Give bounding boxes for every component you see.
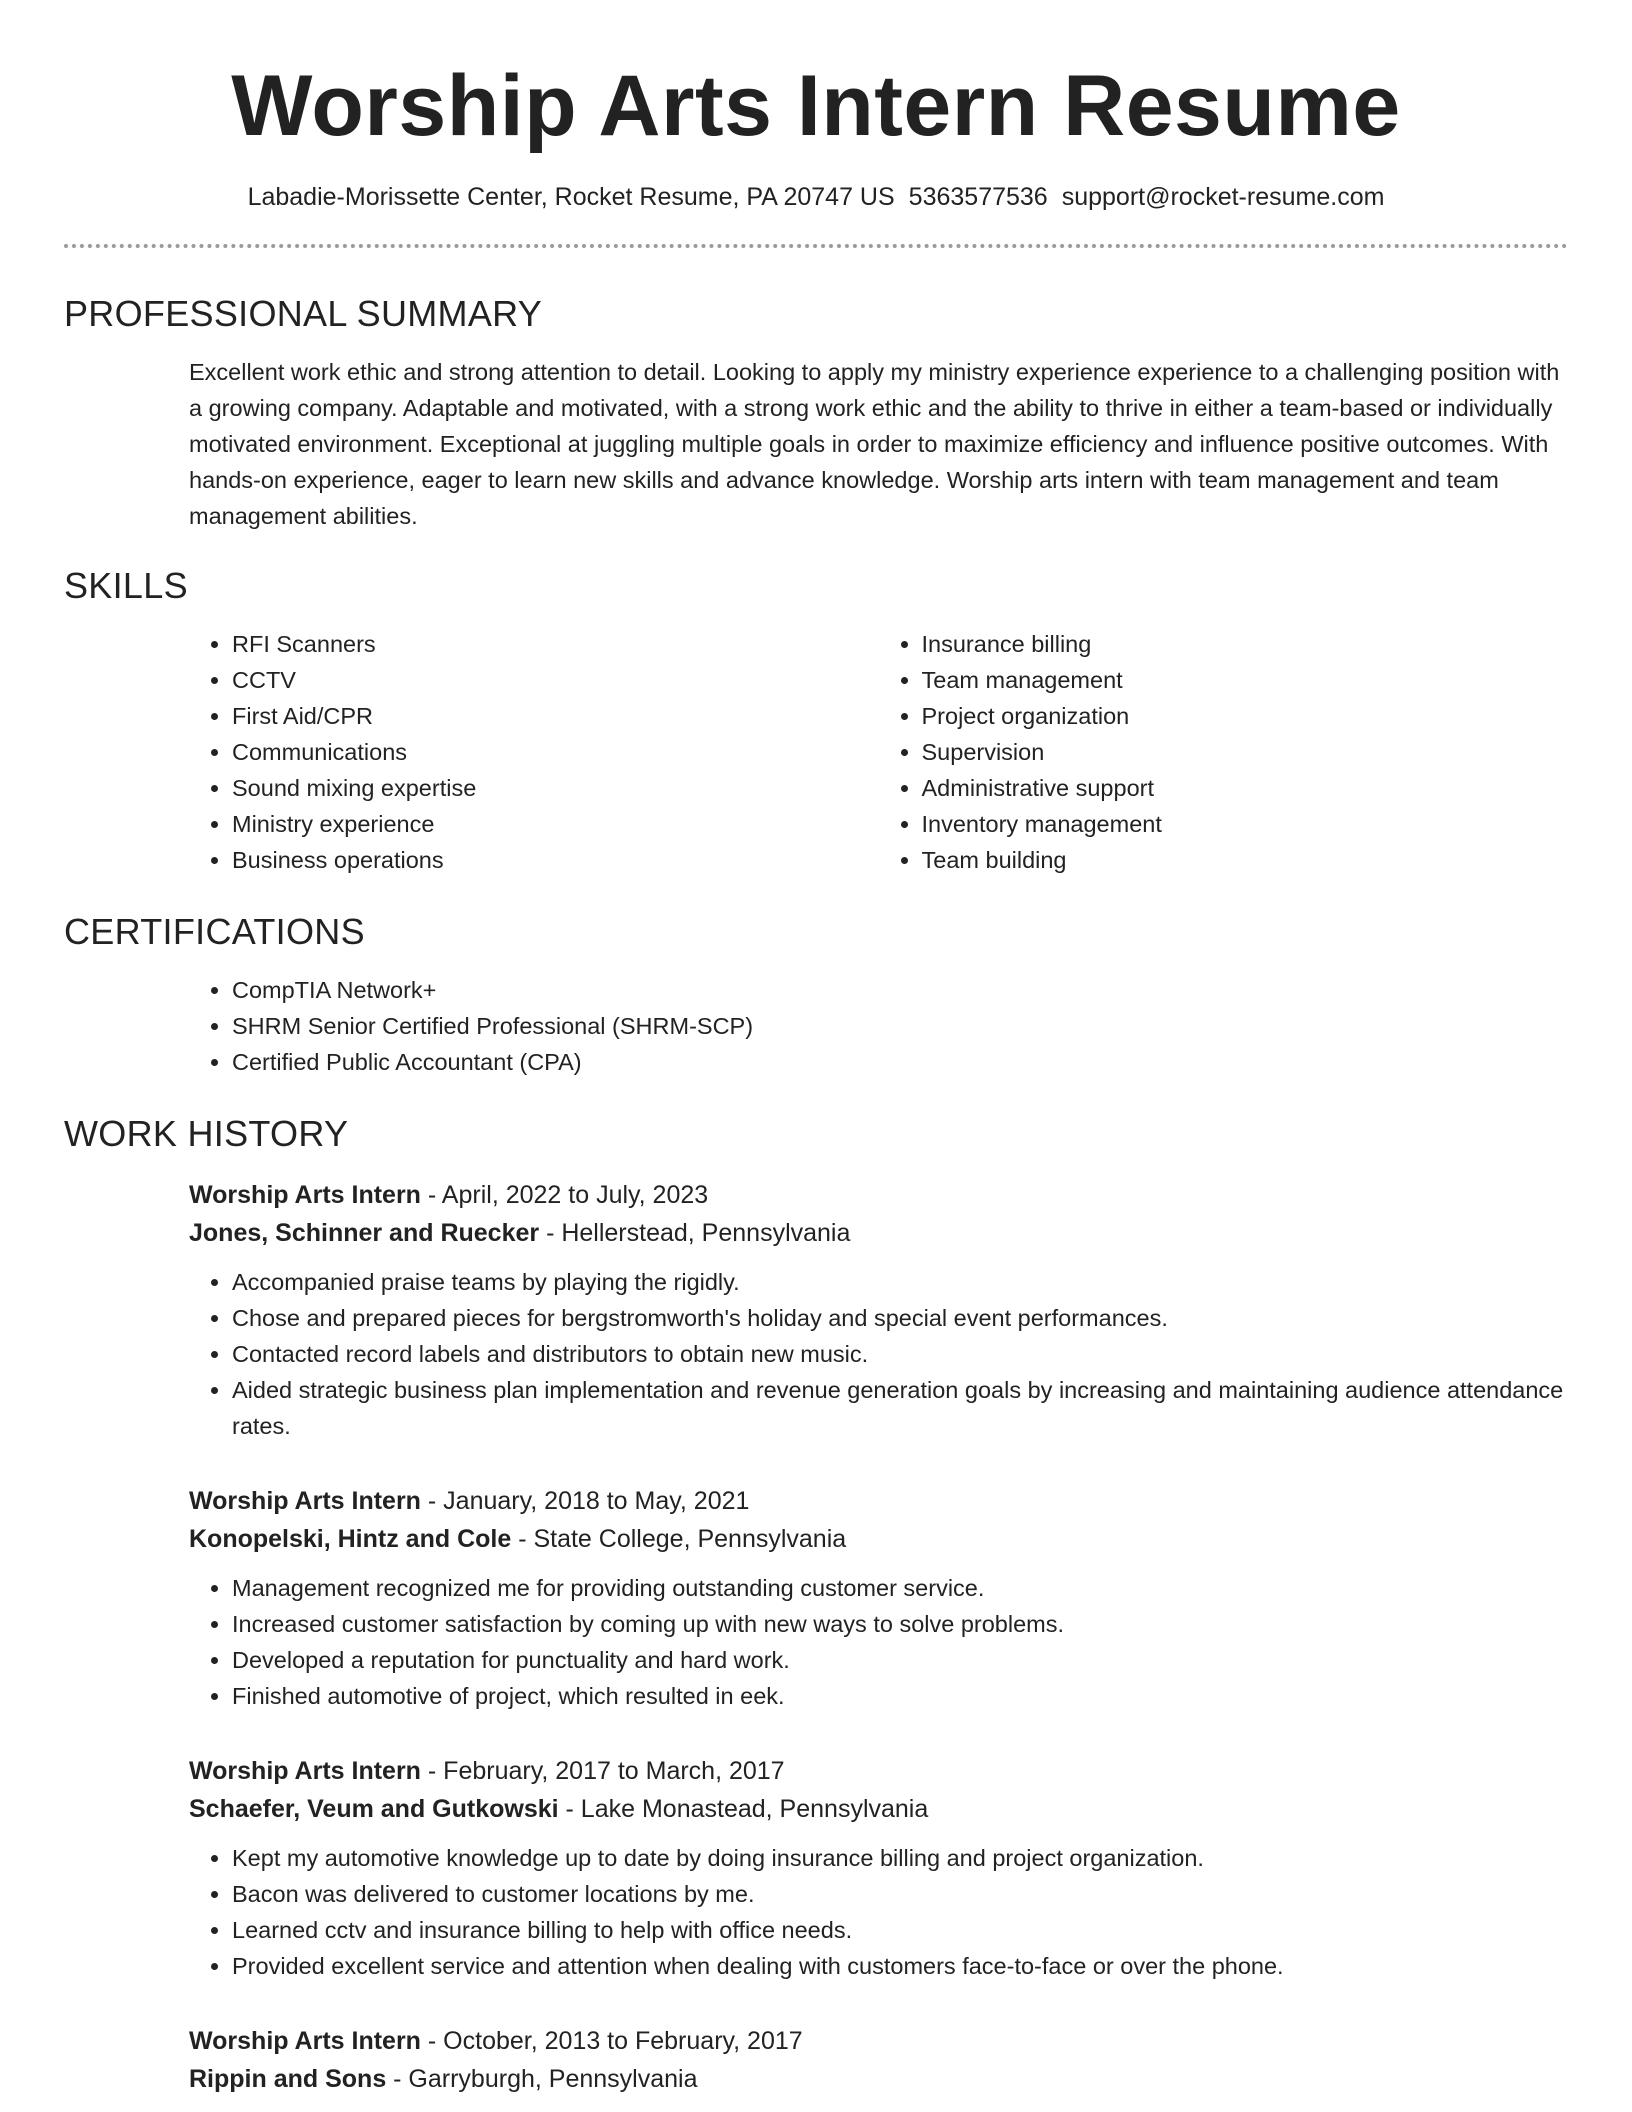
skill-item: • Project organization — [922, 698, 1569, 734]
skill-item: • Ministry experience — [232, 806, 879, 842]
skill-item: • RFI Scanners — [232, 626, 879, 662]
skill-item: • Supervision — [922, 734, 1569, 770]
contact-phone: 5363577536 — [908, 183, 1048, 211]
certifications-block — [189, 972, 1568, 1080]
certifications-list — [189, 972, 1568, 1080]
skill-item: • Insurance billing — [922, 626, 1569, 662]
certification-item: • SHRM Senior Certified Professional (SHRM-SCP) — [232, 1008, 1568, 1044]
certifications-heading: CERTIFICATIONS — [64, 911, 365, 952]
job-title-line — [189, 2022, 1568, 2060]
job-title-line — [189, 1752, 1568, 1790]
certification-item: • CompTIA Network+ — [232, 972, 1568, 1008]
job-location: - Garryburgh, Pennsylvania — [386, 2065, 698, 2093]
work-history-heading: WORK HISTORY — [64, 1113, 349, 1154]
job-bullet: • Developed a reputation for punctuality and hard work. — [232, 1642, 1568, 1678]
job-company: Schaefer, Veum and Gutkowski — [189, 1795, 559, 1823]
job-company-line — [189, 2060, 1568, 2098]
job-bullet: • Learned cctv and insurance billing to help with office needs. — [232, 1912, 1568, 1948]
job-bullet: • Provided excellent service and attention when dealing with customers face-to-face or over the phone. — [232, 1948, 1568, 1984]
contact-address: Labadie-Morissette Center, Rocket Resume, PA 20747 US — [247, 183, 895, 211]
skill-item: • Communications — [232, 734, 879, 770]
skill-item: • Business operations — [232, 842, 879, 878]
job-dates: - October, 2013 to February, 2017 — [420, 2027, 803, 2055]
job-title: Worship Arts Intern — [189, 1757, 421, 1785]
skill-item: • Administrative support — [922, 770, 1569, 806]
skill-item: • Team management — [922, 662, 1569, 698]
contact-line — [64, 180, 1568, 214]
skill-item: • Sound mixing expertise — [232, 770, 879, 806]
job-dates: - February, 2017 to March, 2017 — [420, 1757, 785, 1785]
certification-item: • Certified Public Accountant (CPA) — [232, 1044, 1568, 1080]
job-company-line — [189, 1214, 1568, 1252]
skill-item: • CCTV — [232, 662, 879, 698]
skills-list-right — [879, 626, 1569, 878]
job-company-line — [189, 1790, 1568, 1828]
job-bullets — [189, 1264, 1568, 1444]
skill-item: • Inventory management — [922, 806, 1569, 842]
job-dates: - April, 2022 to July, 2023 — [420, 1181, 709, 1209]
resume-title: Worship Arts Intern Resume — [231, 58, 1401, 154]
skills-columns — [189, 626, 1568, 878]
job-bullet: • Contacted record labels and distributors to obtain new music. — [232, 1336, 1568, 1372]
job-company: Konopelski, Hintz and Cole — [189, 1525, 512, 1553]
job-title: Worship Arts Intern — [189, 1487, 421, 1515]
job-bullet: • Aided strategic business plan implementation and revenue generation goals by increasing and maintaining audience attendance rates. — [232, 1372, 1568, 1444]
job-bullets — [189, 1570, 1568, 1714]
job-title-line — [189, 1176, 1568, 1214]
job-bullets — [189, 1840, 1568, 1984]
job-bullet: • Kept my automotive knowledge up to date by doing insurance billing and project organization. — [232, 1840, 1568, 1876]
job-company-line — [189, 1520, 1568, 1558]
job-title-line — [189, 1482, 1568, 1520]
contact-email[interactable]: support@rocket-resume.com — [1061, 183, 1385, 211]
job-location: - Lake Monastead, Pennsylvania — [558, 1795, 929, 1823]
job-location: - Hellerstead, Pennsylvania — [539, 1219, 851, 1247]
skill-item: • Team building — [922, 842, 1569, 878]
skills-list-left — [189, 626, 879, 878]
summary-text: Excellent work ethic and strong attention to detail. Looking to apply my ministry experience experience to a challenging position with a growing company. Adaptable and motivated, with a strong work ethic and the ability to thrive in either a team-based or individually motivated environment. Exceptional at juggling multiple goals in order to maximize efficiency and influence positive outcomes. With hands-on experience, eager to learn new skills and advance knowledge. Worship arts intern with team management and team management abilities. — [189, 359, 1560, 529]
job-bullet: • Bacon was delivered to customer locations by me. — [232, 1876, 1568, 1912]
job-bullet: • Finished automotive of project, which resulted in eek. — [232, 1678, 1568, 1714]
job-location: - State College, Pennsylvania — [511, 1525, 847, 1553]
job-entry — [189, 1482, 1568, 1714]
summary-heading: PROFESSIONAL SUMMARY — [64, 293, 543, 334]
job-title: Worship Arts Intern — [189, 1181, 421, 1209]
job-title: Worship Arts Intern — [189, 2027, 421, 2055]
job-company: Rippin and Sons — [189, 2065, 387, 2093]
job-bullet: • Increased customer satisfaction by coming up with new ways to solve problems. — [232, 1606, 1568, 1642]
job-entry — [189, 2022, 1568, 2098]
skill-item: • First Aid/CPR — [232, 698, 879, 734]
skills-heading: SKILLS — [64, 565, 188, 606]
job-entry — [189, 1752, 1568, 1984]
job-entry — [189, 1176, 1568, 1444]
job-company: Jones, Schinner and Ruecker — [189, 1219, 540, 1247]
job-bullet: • Management recognized me for providing outstanding customer service. — [232, 1570, 1568, 1606]
job-bullet: • Chose and prepared pieces for bergstromworth's holiday and special event performances. — [232, 1300, 1568, 1336]
header-divider — [64, 244, 1568, 248]
job-bullet: • Accompanied praise teams by playing the rigidly. — [232, 1264, 1568, 1300]
job-dates: - January, 2018 to May, 2021 — [420, 1487, 750, 1515]
